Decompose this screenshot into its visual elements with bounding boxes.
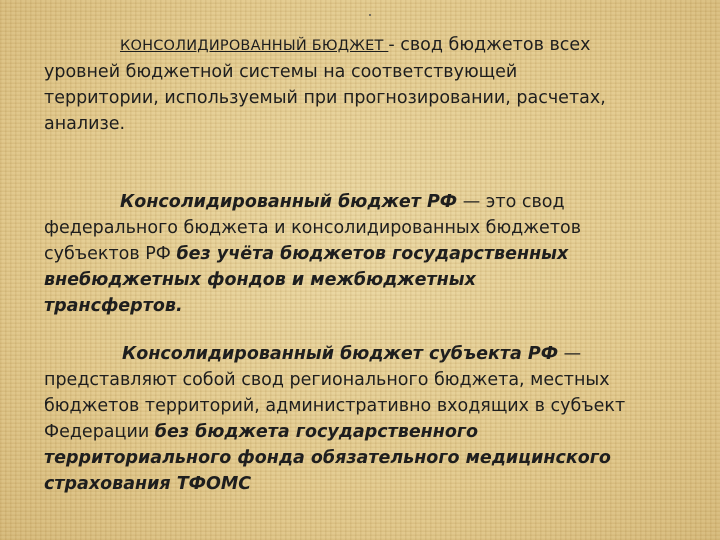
paragraph-line: трансфертов.	[44, 296, 183, 316]
paragraph-line	[44, 32, 684, 59]
paragraph-rf-consolidated-budget	[44, 189, 684, 319]
paragraph-line	[44, 341, 684, 367]
paragraph-line: внебюджетных фондов и межбюджетных	[44, 270, 476, 290]
paragraph-line: бюджетов территорий, административно входящих в субъект	[44, 396, 626, 416]
paragraph-line	[44, 241, 684, 267]
heading-term: КОНСОЛИДИРОВАННЫЙ БЮДЖЕТ	[120, 38, 389, 54]
paragraph-line: уровней бюджетной системы на соответствующей	[44, 62, 518, 82]
definition-text: - свод бюджетов всех	[388, 35, 591, 55]
paragraph-line: страхования ТФОМС	[44, 474, 252, 494]
definition-text: —	[558, 344, 582, 364]
definition-text: Федерации	[44, 422, 155, 442]
emphasis-text: без бюджета государственного	[154, 422, 479, 442]
paragraph-line: федерального бюджета и консолидированных бюджетов	[44, 218, 582, 238]
paragraph-consolidated-budget-definition	[44, 32, 684, 137]
paragraph-line: анализе.	[44, 114, 126, 134]
paragraph-line: территориального фонда обязательного медицинского	[44, 448, 611, 468]
term-subject-budget: Консолидированный бюджет субъекта РФ	[122, 344, 559, 364]
paragraph-subject-consolidated-budget	[44, 341, 684, 497]
paragraph-line	[44, 419, 684, 445]
decorative-dot	[369, 14, 371, 16]
paragraph-line: представляют собой свод регионального бюджета, местных	[44, 370, 610, 390]
paragraph-line	[44, 189, 684, 215]
emphasis-text: без учёта бюджетов государственных	[176, 244, 569, 264]
term-rf-budget: Консолидированный бюджет РФ	[120, 192, 458, 212]
definition-text: — это свод	[457, 192, 565, 212]
definition-text: субъектов РФ	[44, 244, 177, 264]
paragraph-line: территории, используемый при прогнозировании, расчетах,	[44, 88, 606, 108]
